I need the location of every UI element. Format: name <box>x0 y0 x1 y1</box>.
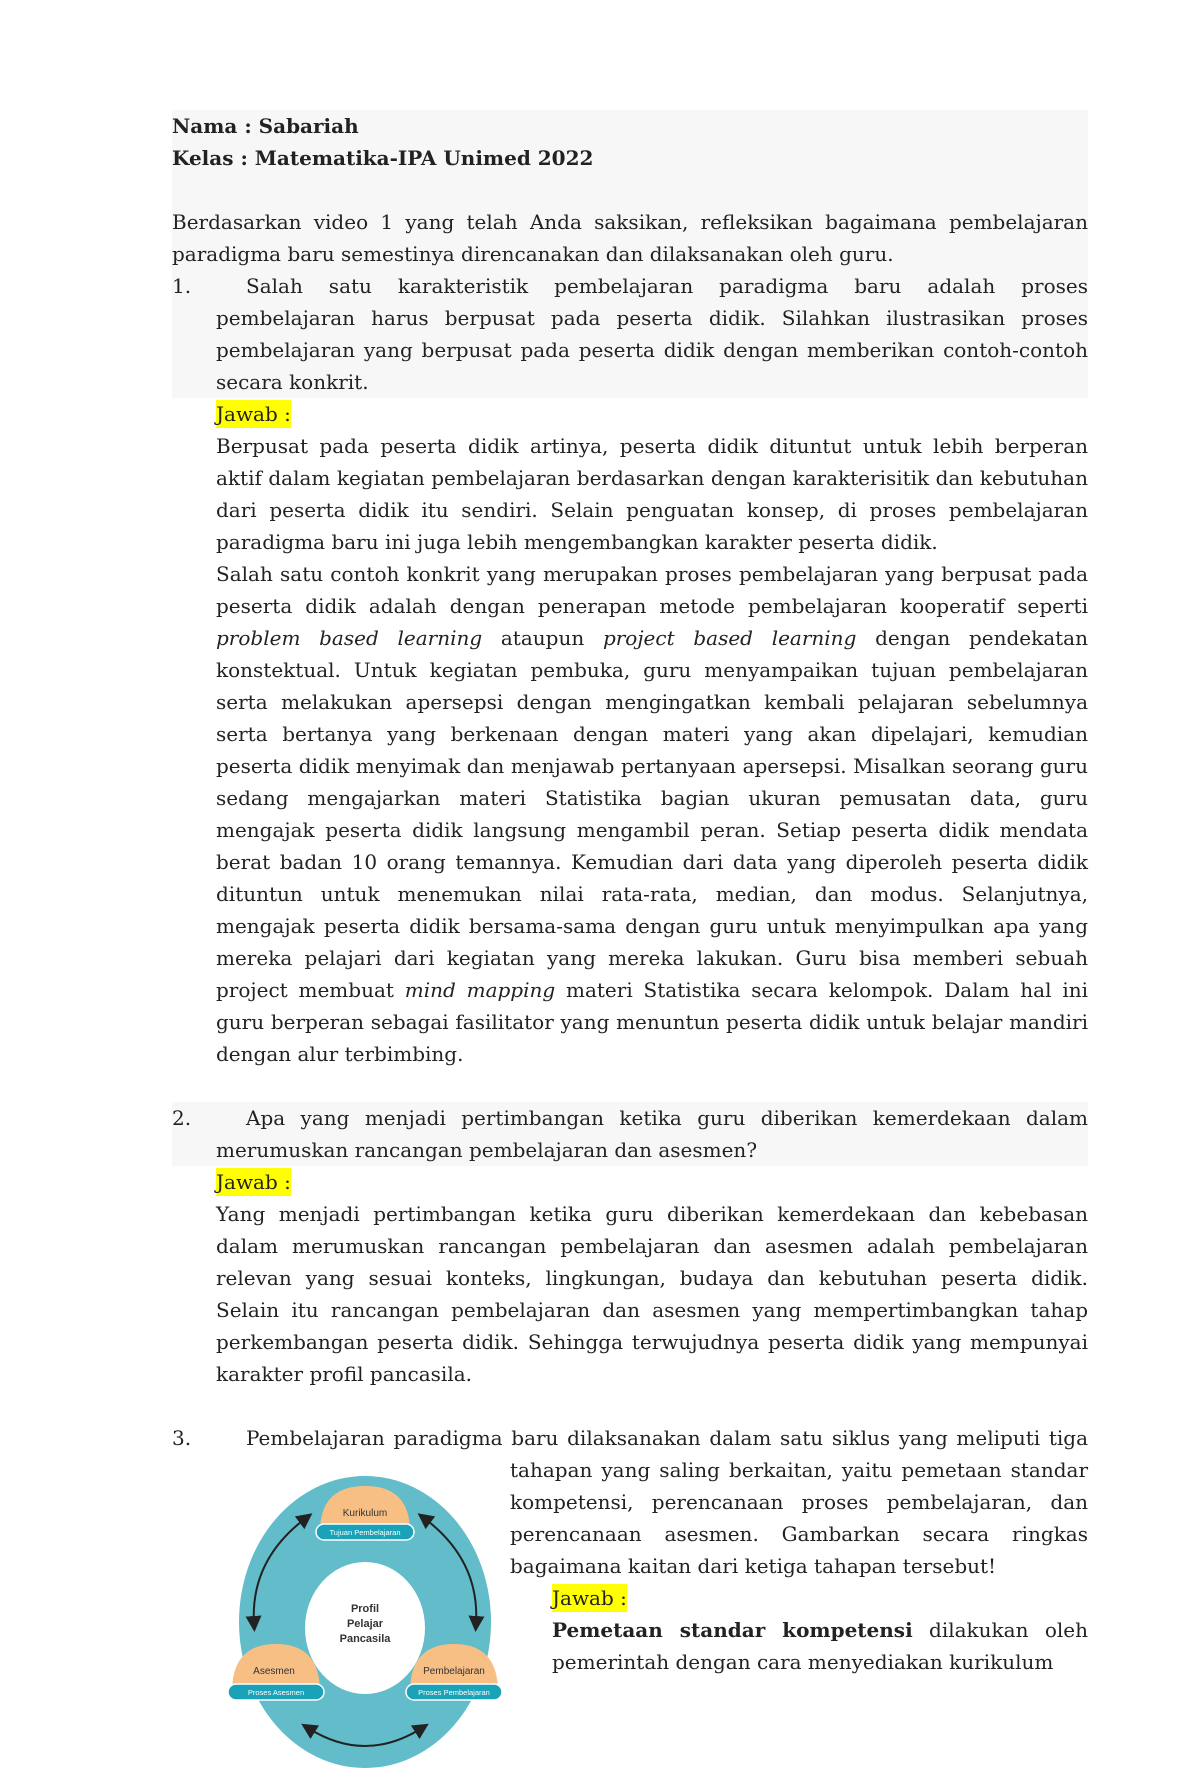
answer-3-paragraph: Pemetaan standar kompetensi dilakukan oleh pemerintah dengan cara menyediakan kurikulum <box>552 1618 1088 1674</box>
node-asesmen-label: Asesmen <box>253 1666 295 1677</box>
question-3-body <box>216 1454 1088 1784</box>
answer-3-label: Jawab : <box>552 1586 627 1610</box>
question-2-text: Apa yang menjadi pertimbangan ketika guru diberikan kemerdekaan dalam merumuskan rancangan pembelajaran dan asesmen? <box>216 1106 1088 1162</box>
answer-3 <box>552 1582 1088 1678</box>
question-1-number: 1. <box>172 274 192 298</box>
center-label-line-2: Pelajar <box>346 1618 384 1630</box>
answer-1-paragraph-1: Berpusat pada peserta didik artinya, peserta didik dituntut untuk lebih berperan aktif dalam kegiatan pembelajaran berdasarkan dengan karakterisitik dan kebutuhan dari peserta didik itu sendiri. Selain penguatan konsep, di proses pembelajaran paradigma baru ini juga lebih mengembangkan karakter peserta didik. <box>216 434 1088 554</box>
term-problem-based-learning: problem based learning <box>216 626 483 650</box>
question-3-number: 3. <box>172 1426 192 1450</box>
question-1 <box>172 270 1088 398</box>
term-mind-mapping: mind mapping <box>404 978 556 1002</box>
question-3-continuation <box>510 1454 1088 1678</box>
question-3 <box>172 1422 1088 1454</box>
student-class: Kelas : Matematika-IPA Unimed 2022 <box>172 146 594 170</box>
answer-1-paragraph-2: Salah satu contoh konkrit yang merupakan proses pembelajaran yang berpusat pada peserta didik adalah dengan penerapan metode pembelajaran kooperatif seperti problem based learning ataupun project based learning dengan pendekatan konstektual. Untuk kegiatan pembuka, guru menyampaikan tujuan pembelajaran serta melakukan apersepsi dengan mengingatkan kembali pelajaran sebelumnya serta bertanya yang berkenaan dengan materi yang akan dipelajari, kemudian peserta didik menyimak dan menjawab pertanyaan apersepsi. Misalkan seorang guru sedang mengajarkan materi Statistika bagian ukuran pemusatan data, guru mengajak peserta didik langsung mengambil peran. Setiap peserta didik mendata berat badan 10 orang temannya. Kemudian dari data yang diperoleh peserta didik dituntun untuk menemukan nilai rata-rata, median, dan modus. Selanjutnya, mengajak peserta didik bersama-sama dengan guru untuk menyimpulkan apa yang mereka pelajari dari kegiatan yang mereka lakukan. Guru bisa memberi sebuah project membuat mind mapping materi Statistika secara kelompok. Dalam hal ini guru berperan sebagai fasilitator yang menuntun peserta didik untuk belajar mandiri dengan alur terbimbing. <box>216 562 1088 1066</box>
answer-2 <box>216 1166 1088 1390</box>
question-3-line-1: Pembelajaran paradigma baru dilaksanakan dalam satu siklus yang meliputi tiga <box>246 1426 1088 1450</box>
question-2-number: 2. <box>172 1106 192 1130</box>
answer-2-paragraph: Yang menjadi pertimbangan ketika guru diberikan kemerdekaan dan kebebasan dalam merumuskan rancangan pembelajaran dan asesmen adalah pembelajaran relevan yang sesuai konteks, lingkungan, budaya dan kebutuhan peserta didik. Selain itu rancangan pembelajaran dan asesmen yang mempertimbangkan tahap perkembangan peserta didik. Sehingga terwujudnya peserta didik yang mempunyai karakter profil pancasila. <box>216 1202 1088 1386</box>
document-page <box>172 110 1088 1784</box>
term-project-based-learning: project based learning <box>602 626 857 650</box>
answer-2-label: Jawab : <box>216 1170 291 1194</box>
question-2 <box>172 1102 1088 1166</box>
node-kurikulum-label: Kurikulum <box>342 1508 388 1519</box>
answer-3-bold-term: Pemetaan standar kompetensi <box>552 1618 913 1642</box>
center-label-line-3: Pancasila <box>339 1633 391 1645</box>
node-pembelajaran-label: Pembelajaran <box>423 1666 485 1677</box>
answer-1 <box>216 398 1088 1070</box>
center-label-line-1: Profil <box>350 1603 380 1615</box>
question-3-rest: tahapan yang saling berkaitan, yaitu pemetaan standar kompetensi, perencanaan proses pembelajaran, dan perencanaan asesmen. Gambarkan secara ringkas bagaimana kaitan dari ketiga tahapan tersebut! <box>510 1458 1088 1578</box>
student-name: Nama : Sabariah <box>172 114 359 138</box>
header-block <box>172 110 1088 270</box>
pill-tujuan-pembelajaran-label: Tujuan Pembelajaran <box>329 1528 401 1537</box>
question-1-text: Salah satu karakteristik pembelajaran paradigma baru adalah proses pembelajaran harus berpusat pada peserta didik. Silahkan ilustrasikan proses pembelajaran yang berpusat pada peserta didik dengan memberikan contoh-contoh secara konkrit. <box>216 274 1088 394</box>
intro-paragraph: Berdasarkan video 1 yang telah Anda saksikan, refleksikan bagaimana pembelajaran paradigma baru semestinya direncanakan dan dilaksanakan oleh guru. <box>172 210 1088 266</box>
learning-cycle-diagram <box>216 1452 514 1782</box>
pill-proses-asesmen-label: Proses Asesmen <box>247 1688 305 1697</box>
pill-proses-pembelajaran-label: Proses Pembelajaran <box>418 1688 490 1697</box>
answer-1-label: Jawab : <box>216 402 291 426</box>
